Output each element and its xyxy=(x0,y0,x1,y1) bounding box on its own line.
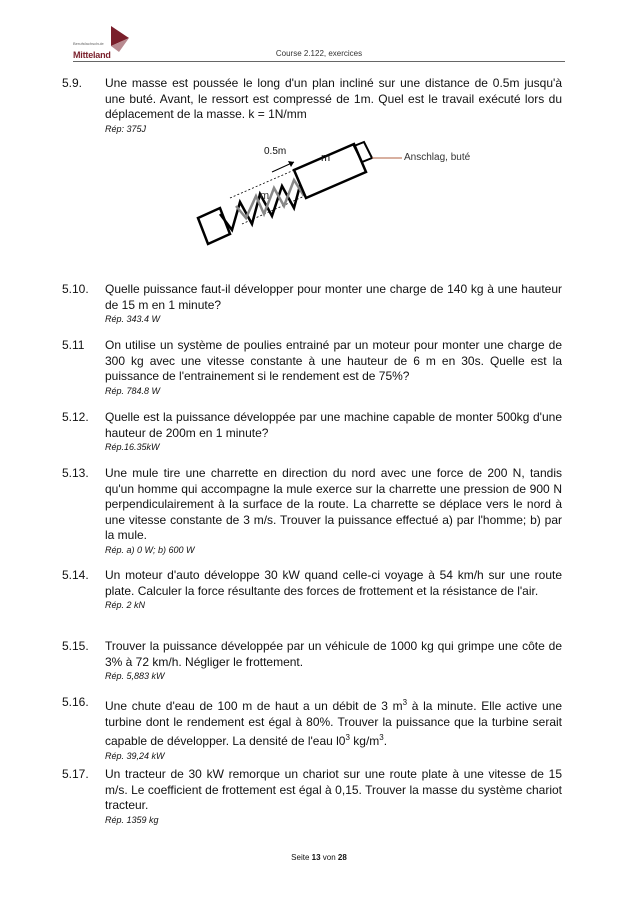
exercise-answer: Rép. 39,24 kW xyxy=(105,750,165,761)
exercise-answer: Rép. 5,883 kW xyxy=(105,671,165,681)
exercise-number: 5.10. xyxy=(62,282,89,296)
exercise-number: 5.11 xyxy=(62,338,85,352)
exercise-5-12 xyxy=(62,410,562,453)
exercise-number: 5.14. xyxy=(62,568,89,582)
page-footer: Seite 13 von 28 xyxy=(291,853,347,862)
exercise-5-11 xyxy=(62,338,562,397)
exercise-number: 5.13. xyxy=(62,466,89,480)
exercise-number: 5.17. xyxy=(62,767,89,781)
exercise-text: Quelle puissance faut-il développer pour monter une charge de 140 kg à une hauteur de 15 m en 1 minute? xyxy=(105,282,562,312)
exercise-text: Une chute d'eau de 100 m de haut a un débit de 3 $m^3$ à la minute. Elle active une turbine dont le rendement est égal à 80%. Trouver la puissance que la turbine serait capable de développer. La densité de l'eau $l0^3$ $kg/m^3$. xyxy=(105,698,563,748)
exercise-number: 5.16. xyxy=(62,695,89,709)
exercise-text: Une masse est poussée le long d'un plan incliné sur une distance de 0.5m jusqu'à une buté. Avant, le ressort est compressé de 1m. Quel est le travail exécuté lors du déplacement de la masse. k = 1N/mm xyxy=(105,76,562,121)
spring-mass-label: m xyxy=(260,190,270,202)
exercise-text: Quelle est la puissance développée par une machine capable de monter 500kg d'une hauteur de 200m en 1 minute? xyxy=(105,410,562,440)
exercise-answer: Rép. 784.8 W xyxy=(105,385,161,396)
distance-label: 0.5m xyxy=(264,146,287,157)
exercise-5-16 xyxy=(62,695,562,762)
exercise-answer: Rép.16.35kW xyxy=(105,442,160,452)
exercise-answer: Rép. 1359 kg xyxy=(105,814,159,825)
school-logo xyxy=(73,24,133,64)
exercise-text: Un moteur d'auto développe 30 kW quand celle-ci voyage à 54 km/h sur une route plate. Calculer la force résultante des forces de frottement et la résistance de l'air. xyxy=(105,568,562,598)
exercise-number: 5.12. xyxy=(62,410,89,424)
logo-small-text: Berufsfachschule xyxy=(73,41,104,46)
stop-label: Anschlag, buté xyxy=(404,152,471,163)
page-total: 28 xyxy=(337,853,347,862)
exercise-5-15 xyxy=(62,639,562,682)
course-title: Course 2.122, exercices xyxy=(275,49,363,58)
header-divider xyxy=(73,61,565,62)
exercise-text: On utilise un système de poulies entrainé par un moteur pour monter une charge de 300 kg avec une vitesse constante à une hauteur de 6 m en 30s. Quelle est la puissance de l'entrainement si le rendement est de 75%? xyxy=(105,338,562,383)
page-number: 13 xyxy=(311,853,321,862)
mass-label: m xyxy=(321,152,331,164)
spring-mass-diagram-icon xyxy=(190,140,520,250)
exercise-text: Une mule tire une charrette en direction du nord avec une force de 200 N, tandis qu'un homme qui accompagne la mule exerce sur la charrette une pression de 900 N perpendiculairement à la surface de la route. La charrette se déplace vers le nord à une vitesse constante de 3 m/s. Trouver la puissance effectué a) par l'homme; b) par la mule. xyxy=(105,466,562,542)
exercise-text: Un tracteur de 30 kW remorque un chariot sur une route plate à une vitesse de 15 m/s. Le coefficient de frottement est égal à 0,15. Trouver la masse du système chariot tracteur. xyxy=(105,767,562,812)
exercise-answer: Rép. a) 0 W; b) 600 W xyxy=(105,544,195,555)
exercise-5-13 xyxy=(62,466,562,556)
exercise-text: Trouver la puissance développée par un véhicule de 1000 kg qui grimpe une côte de 3% à 72 km/h. Négliger le frottement. xyxy=(105,639,562,669)
exercise-5-14 xyxy=(62,568,562,611)
exercise-answer: Rép: 375J xyxy=(105,123,147,134)
exercise-5-10 xyxy=(62,282,562,325)
exercise-5-17 xyxy=(62,767,562,826)
exercise-5-9 xyxy=(62,76,562,135)
logo-text: Mitteland xyxy=(73,50,111,60)
exercise-answer: Rép. 343.4 W xyxy=(105,314,161,324)
exercise-number: 5.9. xyxy=(62,76,83,90)
exercise-number: 5.15. xyxy=(62,639,89,653)
exercise-answer: Rép. 2 kN xyxy=(105,600,146,610)
inclined-plane-figure xyxy=(190,140,520,250)
